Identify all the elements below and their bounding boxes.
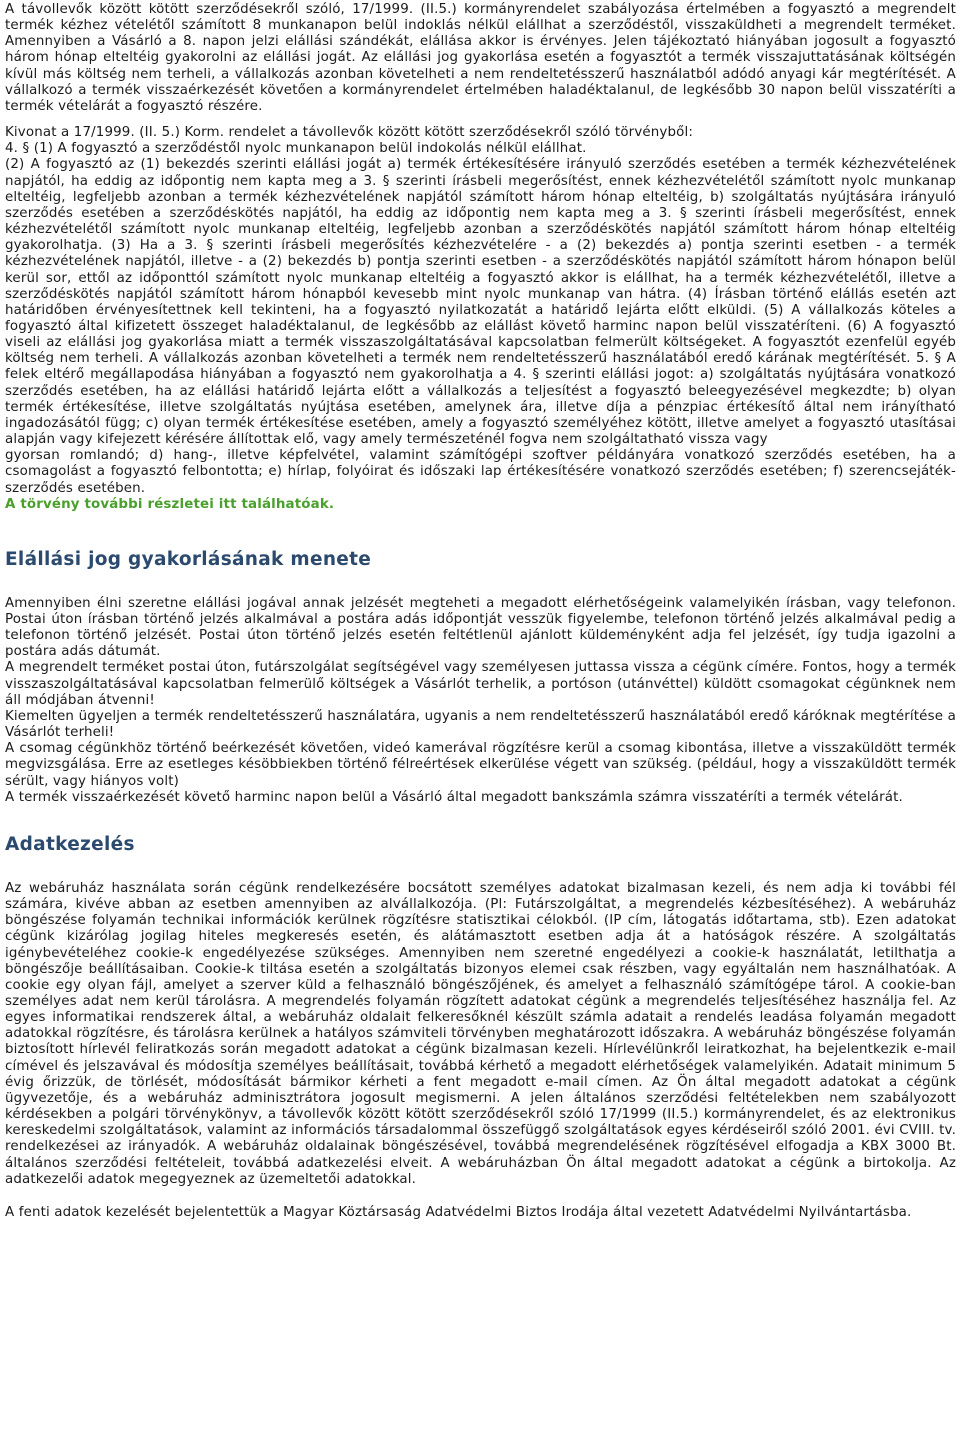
spacer (5, 115, 956, 125)
spacer (5, 1188, 956, 1205)
data-registry-note: A fenti adatok kezelését bejelentettük a Magyar Köztársaság Adatvédelmi Biztos Irodája által vezetett Adatvédelmi Nyilvántartásba. (5, 1204, 912, 1220)
law-details-link[interactable]: A törvény további részletei itt találhatóak. (5, 496, 335, 512)
withdrawal-process-heading: Elállási jog gyakorlásának menete (5, 548, 372, 570)
withdrawal-rights-intro: A távollevők között kötött szerződésekről szóló, 17/1999. (II.5.) kormányrendelet szabályozása értelmében a fogyasztó a megrendelt termék kézhez vételétől számított 8 munkanapon belül indoklás nélkül elállhat a szerződéstől, visszaküldheti a megrendelt terméket. Amennyiben a Vásárló a 8. napon jelzi elállási szándékát, elállása akkor is érvényes. Jelen tájékoztató hiányában jogosult a fogyasztó három hónap elteltéig gyakorolni az elállási jogát. Az elállási jog gyakorlása esetén a fogyasztót a termék visszajuttatásának költségén kívül más költség nem terheli, a vállalkozás azonban követelheti a nem rendeltetésszerű használatból adódó anyagi kár megtérítését. A vállalkozó a termék visszaérkezését követően a kormányrendelet értelmében haladéktalanul, de legkésőbb 30 napon belül visszatéríti a termék vételárát a fogyasztó részére. (5, 2, 960, 114)
data-handling-text: Az webáruház használata során cégünk rendelkezésére bocsátott személyes adatokat bizalmasan kezeli, és nem adja ki további fél számára, kivéve abban az esetben amennyiben az alvállalkozója. (Pl: Futárszolgáltat, a megrendelés kézbesítéséhez). A webáruház böngészése folyamán technikai információk kerülnek rögzítésre statisztikai célokból. (IP cím, látogatás időtartama, stb). Ezen adatokat cégünk kizárólag jogilag hiteles megkeresés esetén, és alátámasztott esetben adja át a hatóságok részére. A szolgáltatás igénybevételéhez cookie-k engedélyezése szükséges. Amennyiben nem szeretné engedélyezi a cookie-k használatát, letilthatja a böngészője beállításaiban. Cookie-k tiltása esetén a szolgáltatás bizonyos elemei csak részben, vagy egyáltalán nem használhatóak. A cookie egy olyan fájl, amelyet a szerver küld a felhasználó böngészőjének, és amelyet a felhasználó számítógépe tárol. A cookie-ban személyes adat nem kerül tárolásra. A megrendelés folyamán rögzített adatokat cégünk a megrendelés teljesítéséhez használja fel. Az egyes informatikai rendszerek által, a webáruház oldalait felkeresőknél készült számla adatait a rendelés leadása folyamán megadott adatokkal rögzítésre, és tárolásra kerülnek a hatályos számviteli törvényben meghatározott időszakra. A webáruház böngészése folyamán biztosított hírlevél feliratkozás során megadott adatokat a cégünk bizalmasan kezeli. Hírlevélünkről leiratkozhat, ha bejelentkezik e-mail címével és jelszavával és módosítja személyes beállításait, továbbá kérhető a megadott elérhetőségek valamelyikén. Adatait minimum 5 évig őrizzük, de törlését, módosítását bármikor kérheti a fent megadott e-mail címen. Az Ön által megadott adatokat a cégünk ügyvezetője, és a webáruház adminisztrátora jogosult megismerni. A jelen általános szerződési feltételekben nem szabályozott kérdésekben a polgári törvénykönyv, a távollevők között kötött szerződésekről szóló 17/1999 (II.5.) kormányrendelet, és az elektronikus kereskedelmi szolgáltatások, valamint az információs társadalommal összefüggő szolgáltatások egyes kérdéseiről szóló 2001. évi CVIII. tv. rendelkezései az irányadók. A webáruház oldalainak böngészésével, továbbá megrendelésének rögzítésével elfogadja a KBX 3000 Bt. általános szerződési feltételeit, továbbá adatkezelési elveit. A webáruházban Ön által megadott adatokat a cégünk a birtokolja. Az adatkezelői adatok megegyeznek az üzemeltetői adatokkal. (5, 880, 960, 1187)
data-handling-heading: Adatkezelés (5, 833, 135, 855)
decree-excerpt: Kivonat a 17/1999. (II. 5.) Korm. rendelet a távollevők között kötött szerződésekről szóló törvényből: 4. § (1) A fogyasztó a szerződéstől nyolc munkanapon belül indokolás nélkül elállhat. (2) A fogyasztó az (1) bekezdés szerinti elállási jogát a) termék értékesítésére irányuló szerződés esetében a termék kézhezvételének napjától, ha eddig az időpontig nem kapta meg a 3. § szerinti írásbeli megerősítést, ennek kézhezvételétől számított nyolc munkanap elteltéig, legfeljebb azonban a termék kézhezvételének napjától számított három hónap elteltéig, b) szolgáltatás nyújtására irányuló szerződés esetében a szerződéskötés napjától, ha eddig az időpontig nem kapta meg a 3. § szerinti írásbeli megerősítést, ennek kézhezvételétől számított nyolc munkanap elteltéig, legfeljebb azonban a szerződéskötés napjától számított három hónap elteltéig gyakorolhatja. (3) Ha a 3. § szerinti írásbeli megerősítés kézhezvételére - a (2) bekezdés a) pontja szerinti esetben - a termék kézhezvételének napjától, illetve - a (2) bekezdés b) pontja szerinti esetben - a szerződéskötés napjától számított három hónapon belül kerül sor, ettől az időponttól számított nyolc munkanap elteltéig a fogyasztó akkor is elállhat, ha a termék kézhezvételétől, illetve a szerződéskötés napjától számított három hónapból kevesebb mint nyolc munkanap van hátra. (4) Írásban történő elállás esetén azt határidőben érvényesítettnek kell tekinteni, ha a fogyasztó nyilatkozatát a határidő lejárta előtt elküldi. (5) A vállalkozás köteles a fogyasztó által kifizetett összeget haladéktalanul, de legkésőbb az elállást követő harminc napon belül visszatéríteni. (6) A fogyasztó viseli az elállási jog gyakorlása miatt a termék visszaszolgáltatásával kapcsolatban felmerült költségeket. A fogyasztót ezenfelül egyéb költség nem terheli. A vállalkozás azonban követelheti a termék nem rendeltetésszerű használatából eredő kárának megtérítését. 5. § A felek eltérő megállapodása hiányában a fogyasztó nem gyakorolhatja a 4. § szerinti elállási jogot: a) szolgáltatás nyújtására vonatkozó szerződés esetében, ha az elállási határidő lejárta előtt a vállalkozás a teljesítést a fogyasztó beleegyezésével megkezdte; b) olyan termék értékesítése, illetve szolgáltatás nyújtása esetében, amelynek ára, illetve díja a pénzpiac értékesítő által nem irányítható ingadozásától függ; c) olyan termék értékesítése esetében, amely a fogyasztó személyéhez kötött, illetve amelyet a fogyasztó utasításai alapján vagy kifejezett kérésére állítottak elő, vagy amely természeténél fogva nem szolgáltatható vissza vagy gyorsan romlandó; d) hang-, illetve képfelvétel, valamint számítógépi szoftver példányára vonatkozó szerződés esetében, ha a csomagolást a fogyasztó felbontotta; e) hírlap, folyóirat és időszaki lap értékesítésére vonatkozó szerződés esetében; f) szerencsejáték-szerződés esetében. (5, 125, 956, 496)
withdrawal-process-text: Amennyiben élni szeretne elállási jogával annak jelzését megteheti a megadott elérhetőségeink valamelyikén írásban, vagy telefonon. Postai úton írásban történő jelzés alkalmával a postára adás időpontját vesszük figyelembe, telefonon történő jelzés alkalmával pedig a telefonon történő jelzését. Postai úton történő jelzés esetén feltétlenül ajánlott küldeményként adja fel jelzését, így tudja igazolni a postára adás dátumát. A megrendelt terméket postai úton, futárszolgálat segítségével vagy személyesen juttassa vissza a cégünk címére. Fontos, hogy a termék visszaszolgáltatásával kapcsolatban felmerülő költségek a Vásárlót terhelik, a portóson (utánvéttel) küldött csomagokat cégünknek nem áll módjában átvenni! Kiemelten ügyeljen a termék rendeltetésszerű használatára, ugyanis a nem rendeltetésszerű használatából eredő káróknak megtérítése a Vásárlót terheli! A csomag cégünkhöz történő beérkezését követően, videó kamerával rögzítésre kerül a csomag kibontása, illetve a visszaküldött termék megvizsgálása. Erre az esetleges késöbbiekben történő félreértések elkerülése végett van szükség. (például, hogy a visszaküldött termék sérült, vagy hiányos volt) A termék visszaérkezését követő harminc napon belül a Vásárló által megadott bankszámla számra visszatéríti a termék vételárát. (5, 595, 956, 805)
